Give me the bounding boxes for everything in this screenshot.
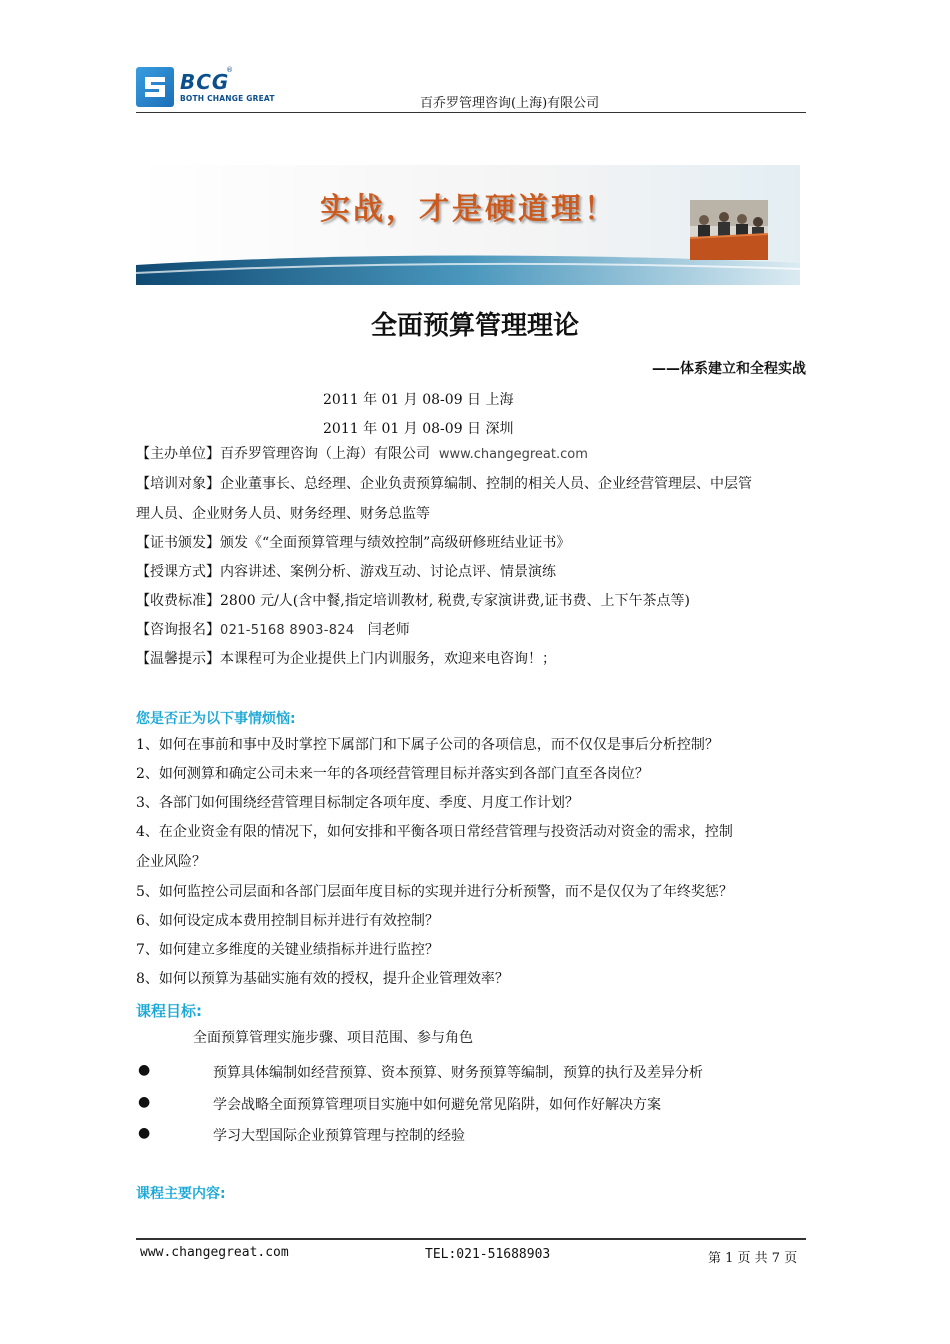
footer-page-number: 第 1 页 共 7 页	[708, 1251, 798, 1266]
footer-tel: TEL:021-51688903	[425, 1247, 551, 1262]
concern-item-1: 1、如何在事前和事中及时掌控下属部门和下属子公司的各项信息，而不仅仅是事后分析控制？	[136, 737, 719, 753]
header-divider	[136, 112, 806, 113]
goal-item-2: 学会战略全面预算管理项目实施中如何避免常见陷阱，如何作好解决方案	[213, 1097, 661, 1113]
meeting-photo-icon	[690, 200, 768, 260]
logo-text: BCG	[180, 70, 230, 94]
date-shenzhen: 2011 年 01 月 08-09 日 深圳	[323, 421, 514, 437]
contact-phone: 021-5168 8903-824	[220, 623, 355, 638]
concern-item-4-cont: 企业风险？	[136, 854, 206, 870]
concern-item-2: 2、如何测算和确定公司未来一年的各项经营管理目标并落实到各部门直至各岗位？	[136, 766, 649, 782]
banner-slogan: 实战，才是硬道理！	[320, 192, 617, 227]
concerns-heading: 您是否正为以下事情烦恼:	[136, 711, 296, 727]
logo-subtitle: BOTH CHANGE GREAT	[180, 94, 275, 103]
method-line: 【授课方式】内容讲述、案例分析、游戏互动、讨论点评、情景演练	[136, 564, 556, 580]
footer-url-link[interactable]: www.changegreat.com	[140, 1245, 289, 1260]
concern-item-3: 3、各部门如何围绕经营管理目标制定各项年度、季度、月度工作计划？	[136, 795, 579, 811]
contact-person: 闫老师	[367, 622, 410, 638]
concern-item-6: 6、如何设定成本费用控制目标并进行有效控制？	[136, 913, 439, 929]
certificate-line: 【证书颁发】颁发《“全面预算管理与绩效控制”高级研修班结业证书》	[136, 535, 571, 551]
audience-line-1	[136, 477, 752, 491]
fee-line: 【收费标准】2800 元/人(含中餐,指定培训教材, 税费,专家演讲费,证书费、上下午茶点等)	[136, 593, 690, 609]
contact-line	[136, 623, 410, 637]
organizer-label: 【主办单位】	[136, 446, 220, 462]
concern-item-4: 4、在企业资金有限的情况下，如何安排和平衡各项日常经营管理与投资活动对资金的需求，控制	[136, 824, 733, 840]
logo-registered-mark: ®	[226, 66, 233, 74]
tip-line: 【温馨提示】本课程可为企业提供上门内训服务，欢迎来电咨询！；	[136, 651, 556, 667]
goals-intro: 全面预算管理实施步骤、项目范围、参与角色	[193, 1030, 473, 1046]
audience-value-1: 企业董事长、总经理、企业负责预算编制、控制的相关人员、企业经营管理层、中层管	[220, 476, 752, 492]
concern-item-5: 5、如何监控公司层面和各部门层面年度目标的实现并进行分析预警，而不是仅仅为了年终奖惩？	[136, 884, 733, 900]
goal-item-3: 学习大型国际企业预算管理与控制的经验	[213, 1128, 465, 1144]
bullet-dot-2: ●	[138, 1094, 151, 1110]
header-company: 百乔罗管理咨询(上海)有限公司	[420, 96, 600, 111]
date-shanghai: 2011 年 01 月 08-09 日 上海	[323, 392, 514, 408]
course-title: 全面预算管理理论	[370, 311, 579, 341]
organizer-value: 百乔罗管理咨询（上海）有限公司	[220, 446, 430, 462]
goals-heading: 课程目标:	[136, 1002, 202, 1020]
bullet-dot-1: ●	[138, 1062, 151, 1078]
contact-label: 【咨询报名】	[136, 622, 220, 638]
content-heading: 课程主要内容:	[136, 1186, 226, 1202]
concern-item-8: 8、如何以预算为基础实施有效的授权，提升企业管理效率？	[136, 971, 509, 987]
audience-label: 【培训对象】	[136, 476, 220, 492]
concern-item-7: 7、如何建立多维度的关键业绩指标并进行监控？	[136, 942, 439, 958]
bullet-dot-3: ●	[138, 1125, 151, 1141]
goal-item-1: 预算具体编制如经营预算、资本预算、财务预算等编制，预算的执行及差异分析	[213, 1065, 703, 1081]
audience-line-2: 理人员、企业财务人员、财务经理、财务总监等	[136, 506, 430, 522]
bcg-logo-icon	[136, 67, 174, 107]
organizer-line	[136, 447, 588, 461]
footer-divider	[136, 1238, 806, 1240]
organizer-url-link[interactable]: www.changegreat.com	[438, 447, 588, 462]
course-subtitle: ——体系建立和全程实战	[652, 361, 806, 377]
